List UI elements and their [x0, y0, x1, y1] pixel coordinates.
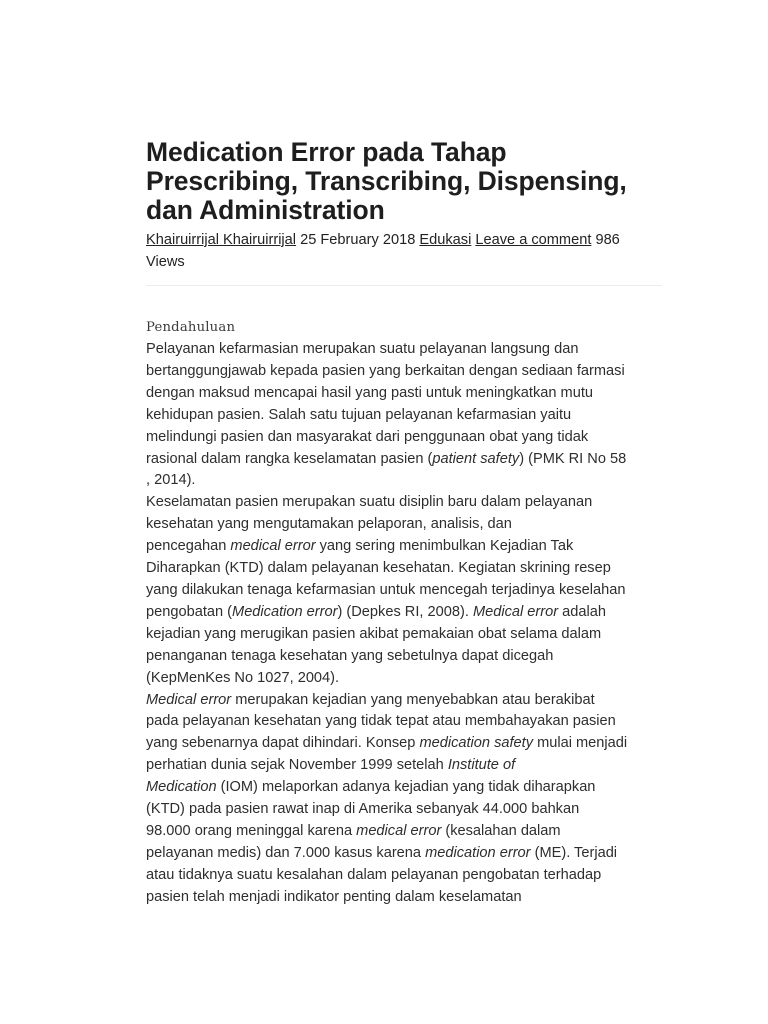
italic-term: patient safety: [432, 450, 520, 467]
article: [146, 138, 662, 909]
paragraph-line: atau tidaknya suatu kesalahan dalam pelayanan pengobatan terhadap: [146, 866, 602, 883]
paragraph-line: kejadian yang merugikan pasien akibat pemakaian obat selama dalam: [146, 625, 602, 642]
paragraph-line: [146, 733, 662, 755]
paragraph-line: (KepMenKes No 1027, 2004).: [146, 669, 340, 686]
italic-term: Medication: [146, 779, 217, 796]
paragraph-line: (KTD) pada pasien rawat inap di Amerika sebanyak 44.000 bahkan: [146, 801, 580, 818]
paragraph-line: melindungi pasien dan masyarakat dari penggunaan obat yang tidak: [146, 428, 589, 445]
paragraph-line: [146, 449, 662, 471]
paragraph-line: bertanggungjawab kepada pasien yang berkaitan dengan sediaan farmasi: [146, 362, 625, 379]
article-title: [146, 138, 662, 225]
paragraph-line: kesehatan yang mengutamakan pelaporan, analisis, dan: [146, 516, 512, 533]
text-run: pengobatan (: [146, 603, 233, 620]
text-run: yang sering menimbulkan Kejadian Tak: [315, 538, 574, 555]
text-run: (ME). Terjadi: [530, 844, 618, 861]
text-run: 98.000 orang meninggal karena: [146, 822, 357, 839]
text-run: merupakan kejadian yang menyebabkan atau berakibat: [231, 691, 595, 708]
title-line: Prescribing, Transcribing, Dispensing,: [146, 166, 627, 196]
article-body: [146, 339, 662, 909]
paragraph-line: [146, 755, 662, 777]
text-run: mulai menjadi: [533, 735, 628, 752]
text-run: (kesalahan dalam: [441, 822, 561, 839]
italic-term: medication safety: [419, 735, 534, 752]
text-run: adalah: [558, 603, 606, 620]
paragraph-line: Keselamatan pasien merupakan suatu disiplin baru dalam pelayanan: [146, 494, 593, 511]
title-line: dan Administration: [146, 195, 385, 225]
paragraph-line: penanganan tenaga kesehatan yang sebetulnya dapat dicegah: [146, 647, 554, 664]
italic-term: Medical error: [472, 603, 559, 620]
leave-comment-link[interactable]: Leave a comment: [475, 232, 592, 248]
post-date: 25 February 2018: [300, 232, 416, 248]
text-run: ) (Depkes RI, 2008).: [337, 603, 473, 620]
text-run: perhatian dunia sejak November 1999 setelah: [146, 757, 448, 774]
italic-term: medical error: [356, 822, 442, 839]
italic-term: Medical error: [146, 691, 232, 708]
text-run: pelayanan medis) dan 7.000 kasus karena: [146, 844, 426, 861]
text-run: (IOM) melaporkan adanya kejadian yang tidak diharapkan: [216, 779, 596, 796]
paragraph-line: Diharapkan (KTD) dalam pelayanan kesehatan. Kegiatan skrining resep: [146, 560, 611, 577]
italic-term: Institute of: [447, 757, 516, 774]
paragraph-line: , 2014).: [146, 472, 196, 489]
meta-divider: [146, 285, 662, 286]
category-link[interactable]: Edukasi: [419, 232, 472, 248]
paragraph-line: [146, 843, 662, 865]
italic-term: medical error: [230, 538, 316, 555]
article-meta: [146, 229, 662, 273]
paragraph-line: Pelayanan kefarmasian merupakan suatu pelayanan langsung dan: [146, 341, 579, 357]
text-run: rasional dalam rangka keselamatan pasien (: [146, 450, 433, 467]
text-run: yang sebenarnya dapat dihindari. Konsep: [146, 735, 420, 752]
paragraph-line: kehidupan pasien. Salah satu tujuan pelayanan kefarmasian yaitu: [146, 406, 572, 423]
title-line: Medication Error pada Tahap: [146, 137, 507, 167]
paragraph-line: [146, 821, 662, 843]
paragraph-line: pasien telah menjadi indikator penting dalam keselamatan: [146, 888, 522, 905]
paragraph-line: [146, 690, 662, 712]
paragraph-line: [146, 777, 662, 799]
paragraph-line: [146, 536, 662, 558]
views-count: 986: [595, 232, 620, 248]
text-run: pencegahan: [146, 538, 231, 555]
section-heading: Pendahuluan: [146, 320, 236, 335]
text-run: ) (PMK RI No 58: [519, 450, 627, 467]
author-link[interactable]: Khairuirrijal Khairuirrijal: [146, 232, 297, 248]
views-label: Views: [146, 254, 185, 270]
paragraph-line: yang dilakukan tenaga kefarmasian untuk mencegah terjadinya keselahan: [146, 581, 626, 598]
italic-term: medication error: [425, 844, 531, 861]
italic-term: Medication error: [232, 603, 338, 620]
paragraph-line: [146, 602, 662, 624]
paragraph-line: dengan maksud mencapai hasil yang pasti untuk meningkatkan mutu: [146, 384, 594, 401]
paragraph-line: pada pelayanan kesehatan yang tidak tepat atau membahayakan pasien: [146, 713, 616, 730]
